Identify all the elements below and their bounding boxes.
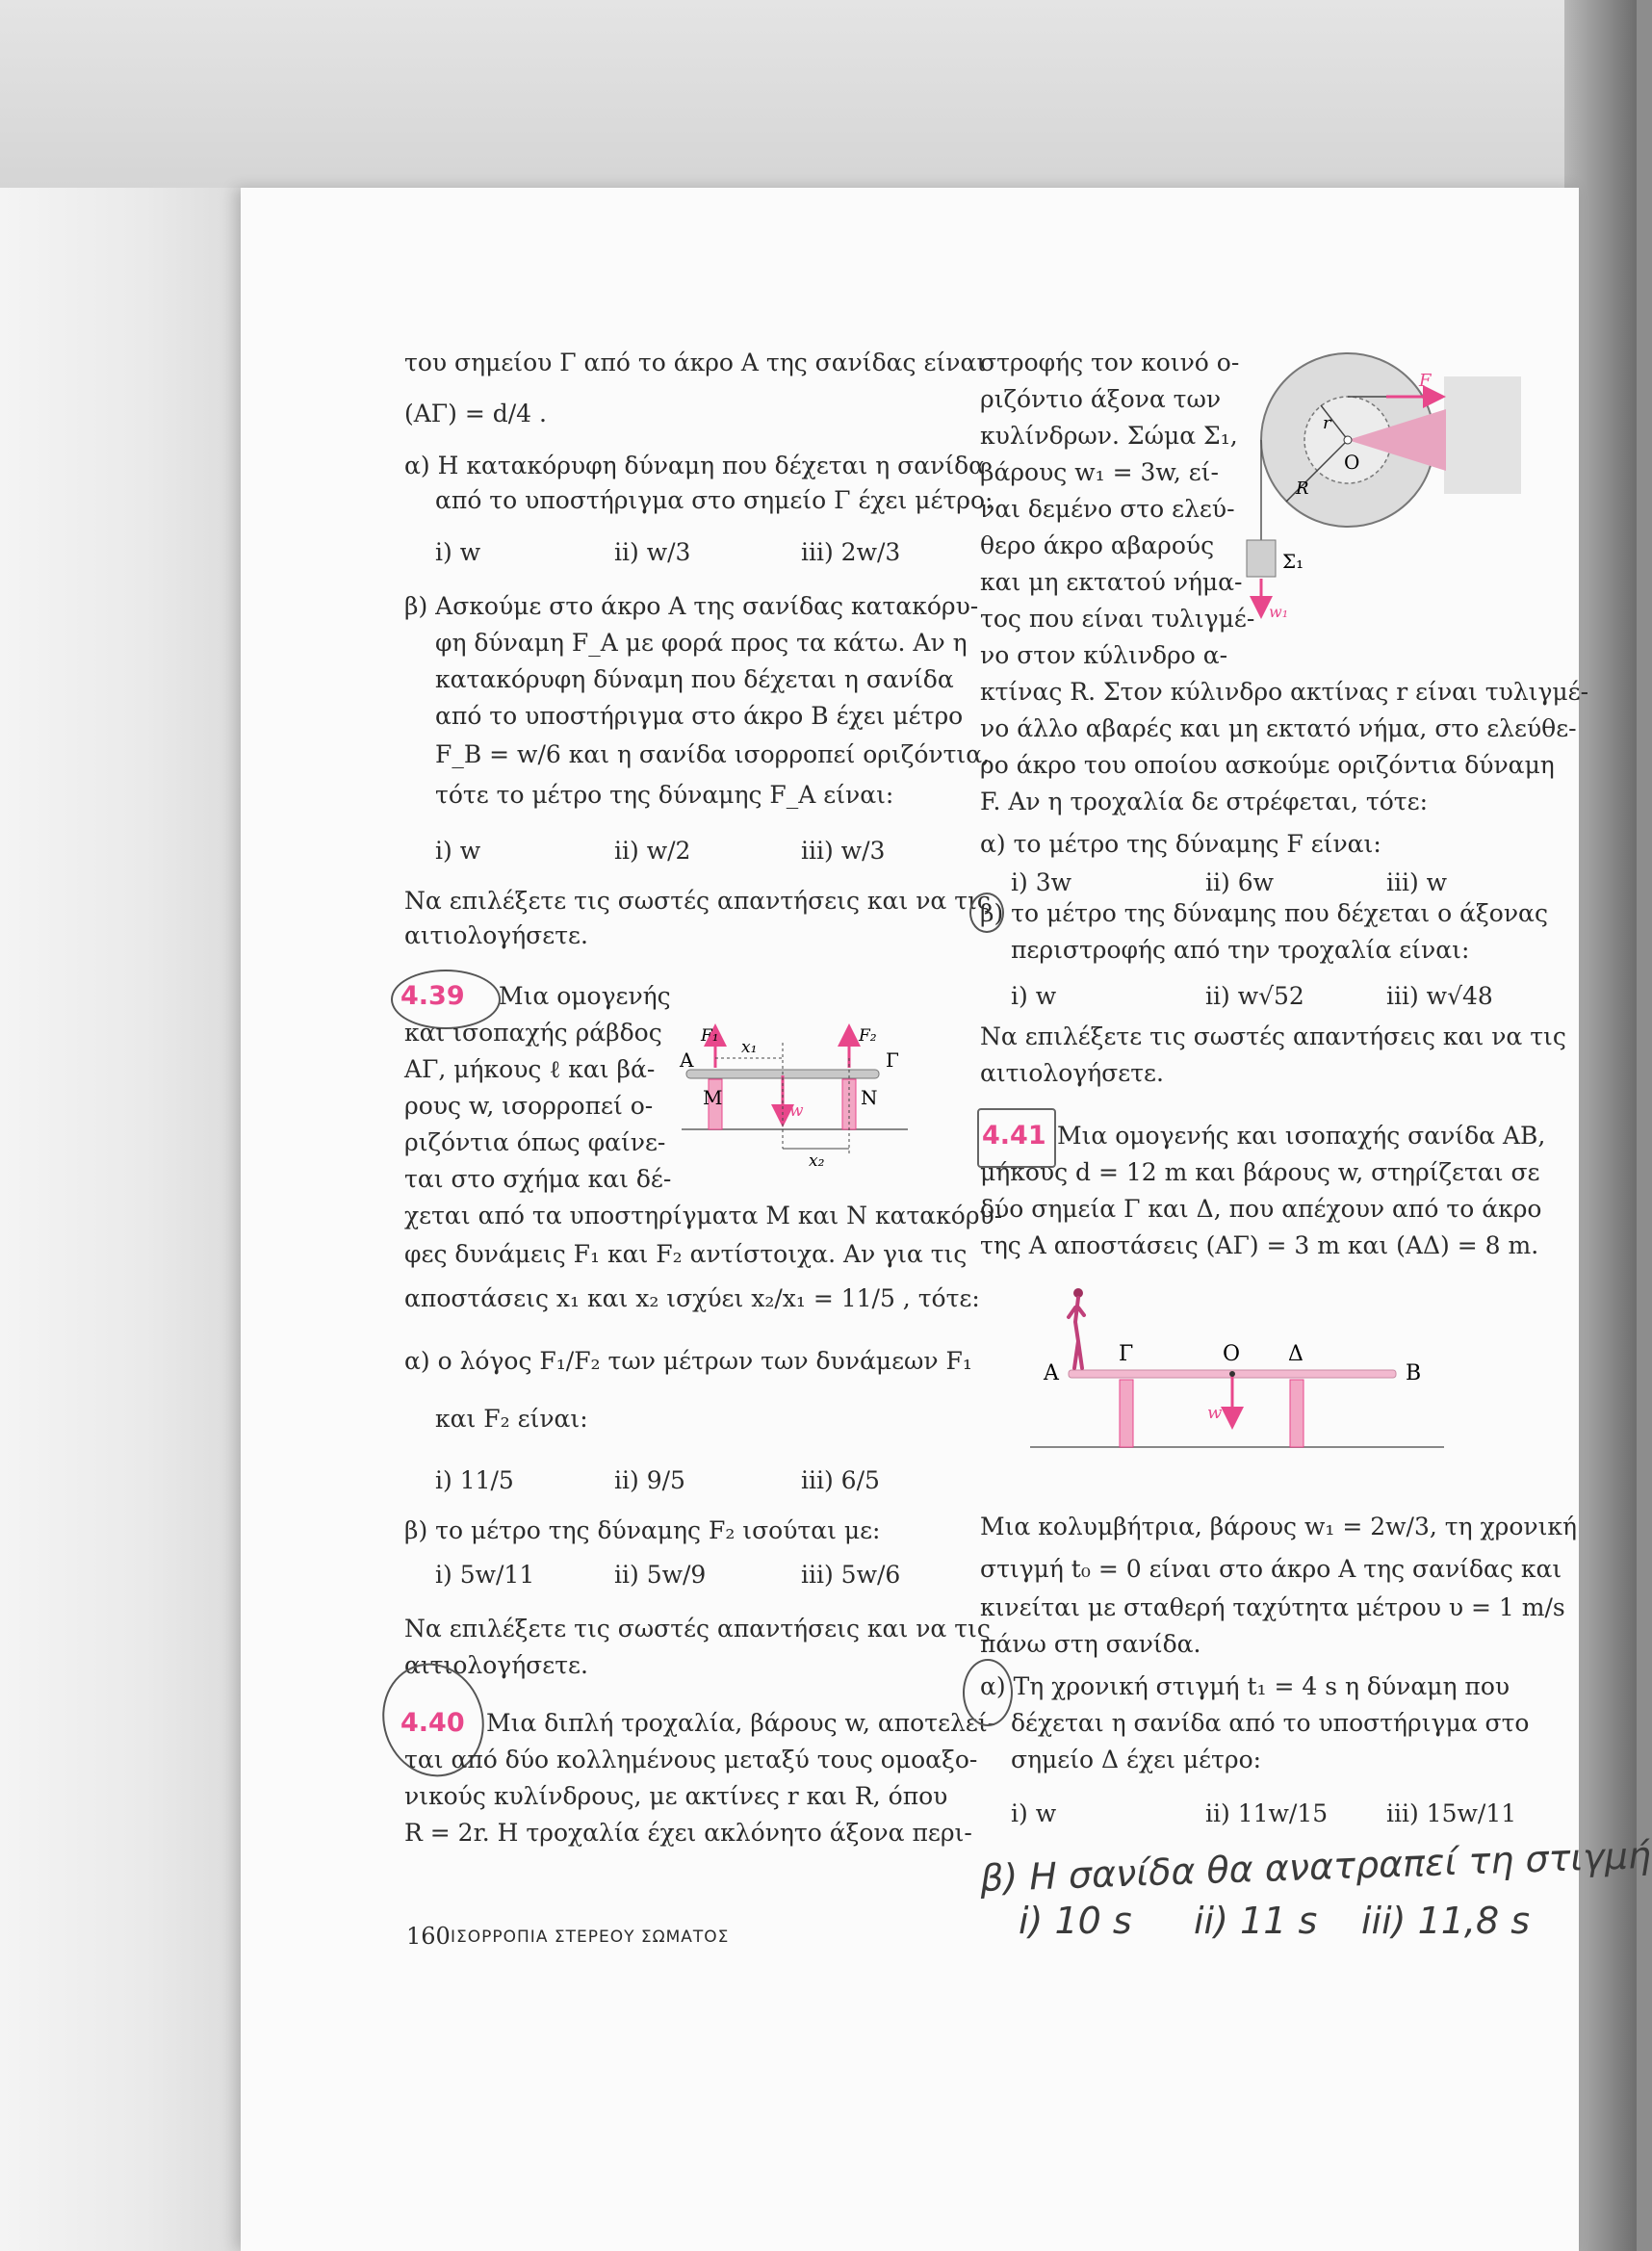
qa-line-2: από το υποστήριγμα στο σημείο Γ έχει μέτρο:	[435, 486, 994, 514]
p439-cont-line-3: αποστάσεις x₁ και x₂ ισχύει x₂/x₁ = 11/5 , τότε:	[404, 1284, 980, 1312]
choose-line-1: Να επιλέξετε τις σωστές απαντήσεις και να τις	[404, 887, 991, 915]
label-d: Δ	[1288, 1342, 1304, 1366]
p439-qa-line-2: και F₂ είναι:	[435, 1405, 588, 1433]
p441-qa-line-3: σημείο Δ έχει μέτρο:	[1011, 1746, 1262, 1773]
p441-qa-line-2: δέχεται η σανίδα από το υποστήριγμα στο	[1011, 1709, 1530, 1737]
support-d	[1290, 1380, 1304, 1447]
wall	[1444, 376, 1521, 494]
p439-line-3: ΑΓ, μήκους ℓ και βά-	[404, 1055, 656, 1083]
p440-cont-line-9: νο στον κύλινδρο α-	[980, 641, 1228, 669]
p440-cont-line-5: ναι δεμένο στο ελεύ-	[980, 495, 1235, 523]
p440-line-1: Μια διπλή τροχαλία, βάρους w, αποτελεί-	[486, 1709, 996, 1737]
qb-line-5: F_B = w/6 και η σανίδα ισορροπεί οριζόντια,	[435, 740, 991, 768]
problem-number-4-39: 4.39	[400, 981, 465, 1011]
board-figure	[1030, 1283, 1454, 1457]
label-n: Ν	[861, 1086, 878, 1109]
p441-after-line-1: Μια κολυμβήτρια, βάρους w₁ = 2w/3, τη χρονική	[980, 1513, 1578, 1540]
label-o: O	[1344, 451, 1360, 474]
label-x2: x₂	[809, 1151, 825, 1171]
p441-line-3: δύο σημεία Γ και Δ, που απέχουν από το άκρο	[980, 1195, 1542, 1223]
scan-background-top	[0, 0, 1637, 188]
p439-cont-line-1: χεται από τα υποστηρίγματα Μ και Ν κατακόρυ-	[404, 1202, 1003, 1229]
qa-option-1: i) w	[435, 538, 481, 566]
qa-option-2: ii) w/3	[614, 538, 691, 566]
label-f1: F₁	[701, 1026, 719, 1046]
p440-qa-option-1: i) 3w	[1011, 868, 1072, 896]
intro-line-2: (ΑΓ) = d/4 .	[404, 400, 547, 427]
block-s1	[1247, 540, 1276, 577]
label-f: F	[1419, 371, 1432, 391]
label-r: r	[1323, 413, 1331, 433]
p440-full-line-2: νο άλλο αβαρές και μη εκτατό νήμα, στο ελεύθε-	[980, 714, 1577, 742]
p440-cont-line-7: και μη εκτατού νήμα-	[980, 568, 1243, 596]
p440-qa-option-3: iii) w	[1386, 868, 1448, 896]
p439-line-2: και ισοπαχής ράβδος	[404, 1019, 662, 1047]
p440-cont-line-2: ριζόντιο άξονα των	[980, 385, 1222, 413]
qb-line-2: φη δύναμη F_A με φορά προς τα κάτω. Αν η	[435, 629, 968, 657]
p439-qb-option-2: ii) 5w/9	[614, 1561, 707, 1589]
label-w: w	[1207, 1403, 1223, 1423]
p439-qb-option-1: i) 5w/11	[435, 1561, 535, 1589]
label-b: Β	[1406, 1361, 1422, 1385]
label-x1: x₁	[741, 1038, 758, 1057]
p440-full-line-1: κτίνας R. Στον κύλινδρο ακτίνας r είναι τυλιγμέ-	[980, 678, 1589, 706]
p440-cont-line-3: κυλίνδρων. Σώμα Σ₁,	[980, 422, 1238, 450]
p440-line-2: ται από δύο κολλημένους μεταξύ τους ομοαξο-	[404, 1746, 978, 1773]
swimmer-icon	[1069, 1288, 1084, 1368]
p440-cont-line-1: στροφής τον κοινό ο-	[980, 349, 1240, 376]
problem-number-4-41: 4.41	[982, 1121, 1046, 1151]
p440-full-line-4: F. Αν η τροχαλία δε στρέφεται, τότε:	[980, 788, 1429, 815]
p440-qa-line: α) το μέτρο της δύναμης F είναι:	[980, 830, 1381, 858]
p440-qb-option-2: ii) w√52	[1205, 982, 1304, 1010]
qa-option-3: iii) 2w/3	[801, 538, 901, 566]
handwritten-answer-1: i) 10 s	[1019, 1900, 1132, 1942]
p441-after-line-3: κινείται με σταθερή ταχύτητα μέτρου υ = 1 m/s	[980, 1593, 1565, 1621]
label-m: Μ	[703, 1086, 723, 1109]
qb-option-3: iii) w/3	[801, 837, 886, 865]
label-s1: Σ₁	[1282, 550, 1304, 573]
problem-number-4-40: 4.40	[400, 1708, 465, 1738]
p440-full-line-3: ρο άκρο του οποίου ασκούμε οριζόντια δύναμη	[980, 751, 1555, 779]
p440-cont-line-4: βάρους w₁ = 3w, εί-	[980, 458, 1219, 486]
p441-after-line-4: πάνω στη σανίδα.	[980, 1630, 1201, 1658]
page-number: 160	[406, 1923, 451, 1950]
p441-after-line-2: στιγμή t₀ = 0 είναι στο άκρο Α της σανίδας και	[980, 1555, 1562, 1583]
p440-qb-line-2: περιστροφής από την τροχαλία είναι:	[1011, 936, 1470, 964]
p440-line-4: R = 2r. Η τροχαλία έχει ακλόνητο άξονα περι-	[404, 1819, 972, 1847]
label-o: Ο	[1223, 1342, 1241, 1366]
scan-background-left	[0, 188, 241, 2251]
center-point	[1344, 436, 1352, 444]
label-g: Γ	[886, 1048, 899, 1072]
label-w1: w₁	[1269, 603, 1289, 621]
label-g: Γ	[1119, 1342, 1134, 1366]
qb-line-6: τότε το μέτρο της δύναμης F_A είναι:	[435, 781, 894, 809]
p440-line-3: νικούς κυλίνδρους, με ακτίνες r και R, όπου	[404, 1782, 948, 1810]
p441-line-1: Μια ομογενής και ισοπαχής σανίδα ΑΒ,	[1057, 1122, 1546, 1150]
p439-qa-option-3: iii) 6/5	[801, 1466, 880, 1494]
p439-line-6: ται στο σχήμα και δέ-	[404, 1165, 672, 1193]
label-f2: F₂	[859, 1026, 877, 1046]
p439-line-5: ριζόντια όπως φαίνε-	[404, 1128, 666, 1156]
p439-qb-line: β) το μέτρο της δύναμης F₂ ισούται με:	[404, 1516, 881, 1544]
chapter-title: ΙΣΟΡΡΟΠΙΑ ΣΤΕΡΕΟΥ ΣΩΜΑΤΟΣ	[451, 1928, 730, 1947]
p439-qa-option-2: ii) 9/5	[614, 1466, 685, 1494]
label-R: R	[1296, 479, 1309, 499]
qb-line-1: β) Ασκούμε στο άκρο Α της σανίδας κατακόρυ-	[404, 592, 979, 620]
p441-qa-option-1: i) w	[1011, 1799, 1057, 1827]
p441-qa-option-2: ii) 11w/15	[1205, 1799, 1329, 1827]
rod-figure	[680, 975, 913, 1171]
label-a: Α	[680, 1048, 694, 1072]
qb-line-4: από το υποστήριγμα στο άκρο Β έχει μέτρο	[435, 702, 964, 730]
choose-line-2: αιτιολογήσετε.	[404, 921, 588, 949]
p440-choose-line-2: αιτιολογήσετε.	[980, 1059, 1164, 1087]
handwritten-answer-2: ii) 11 s	[1194, 1900, 1318, 1942]
support-g	[1120, 1380, 1133, 1447]
p439-cont-line-2: φες δυνάμεις F₁ και F₂ αντίστοιχα. Αν για τις	[404, 1240, 968, 1268]
qb-option-1: i) w	[435, 837, 481, 865]
p439-line-4: ρους w, ισορροπεί ο-	[404, 1092, 654, 1120]
p439-choose-line-2: αιτιολογήσετε.	[404, 1651, 588, 1679]
intro-line-1: του σημείου Γ από το άκρο Α της σανίδας είναι	[404, 349, 987, 376]
book-page	[241, 188, 1652, 2251]
p440-choose-line-1: Να επιλέξετε τις σωστές απαντήσεις και να τις	[980, 1022, 1566, 1050]
p441-line-2: μήκους d = 12 m και βάρους w, στηρίζεται σε	[980, 1158, 1540, 1186]
p440-qb-option-3: iii) w√48	[1386, 982, 1493, 1010]
p440-cont-line-8: τος που είναι τυλιγμέ-	[980, 605, 1255, 633]
p441-line-4: της Α αποστάσεις (ΑΓ) = 3 m και (ΑΔ) = 8 m.	[980, 1231, 1539, 1259]
p441-qa-line-1: α) Τη χρονική στιγμή t₁ = 4 s η δύναμη που	[980, 1672, 1510, 1700]
qb-line-3: κατακόρυφη δύναμη που δέχεται η σανίδα	[435, 665, 954, 693]
p439-qb-option-3: iii) 5w/6	[801, 1561, 901, 1589]
pulley-figure	[1242, 349, 1521, 638]
p439-choose-line-1: Να επιλέξετε τις σωστές απαντήσεις και να τις	[404, 1615, 991, 1643]
p439-qa-option-1: i) 11/5	[435, 1466, 514, 1494]
p440-cont-line-6: θερο άκρο αβαρούς	[980, 531, 1215, 559]
p440-qb-option-1: i) w	[1011, 982, 1057, 1010]
qa-line-1: α) Η κατακόρυφη δύναμη που δέχεται η σανίδα	[404, 452, 986, 479]
p440-qa-option-2: ii) 6w	[1205, 868, 1274, 896]
handwritten-note: β) Η σανίδα θα ανατραπεί τη στιγμή	[979, 1833, 1652, 1901]
p439-line-1: Μια ομογενής	[499, 982, 671, 1010]
handwritten-answer-3: iii) 11,8 s	[1361, 1900, 1531, 1942]
p439-qa-line-1: α) ο λόγος F₁/F₂ των μέτρων των δυνάμεων F₁	[404, 1347, 972, 1375]
label-w: w	[789, 1101, 804, 1121]
p440-qb-line-1: β) το μέτρο της δύναμης που δέχεται ο άξονας	[980, 899, 1548, 927]
p441-qa-option-3: iii) 15w/11	[1386, 1799, 1517, 1827]
qb-option-2: ii) w/2	[614, 837, 691, 865]
label-a: Α	[1044, 1361, 1059, 1385]
